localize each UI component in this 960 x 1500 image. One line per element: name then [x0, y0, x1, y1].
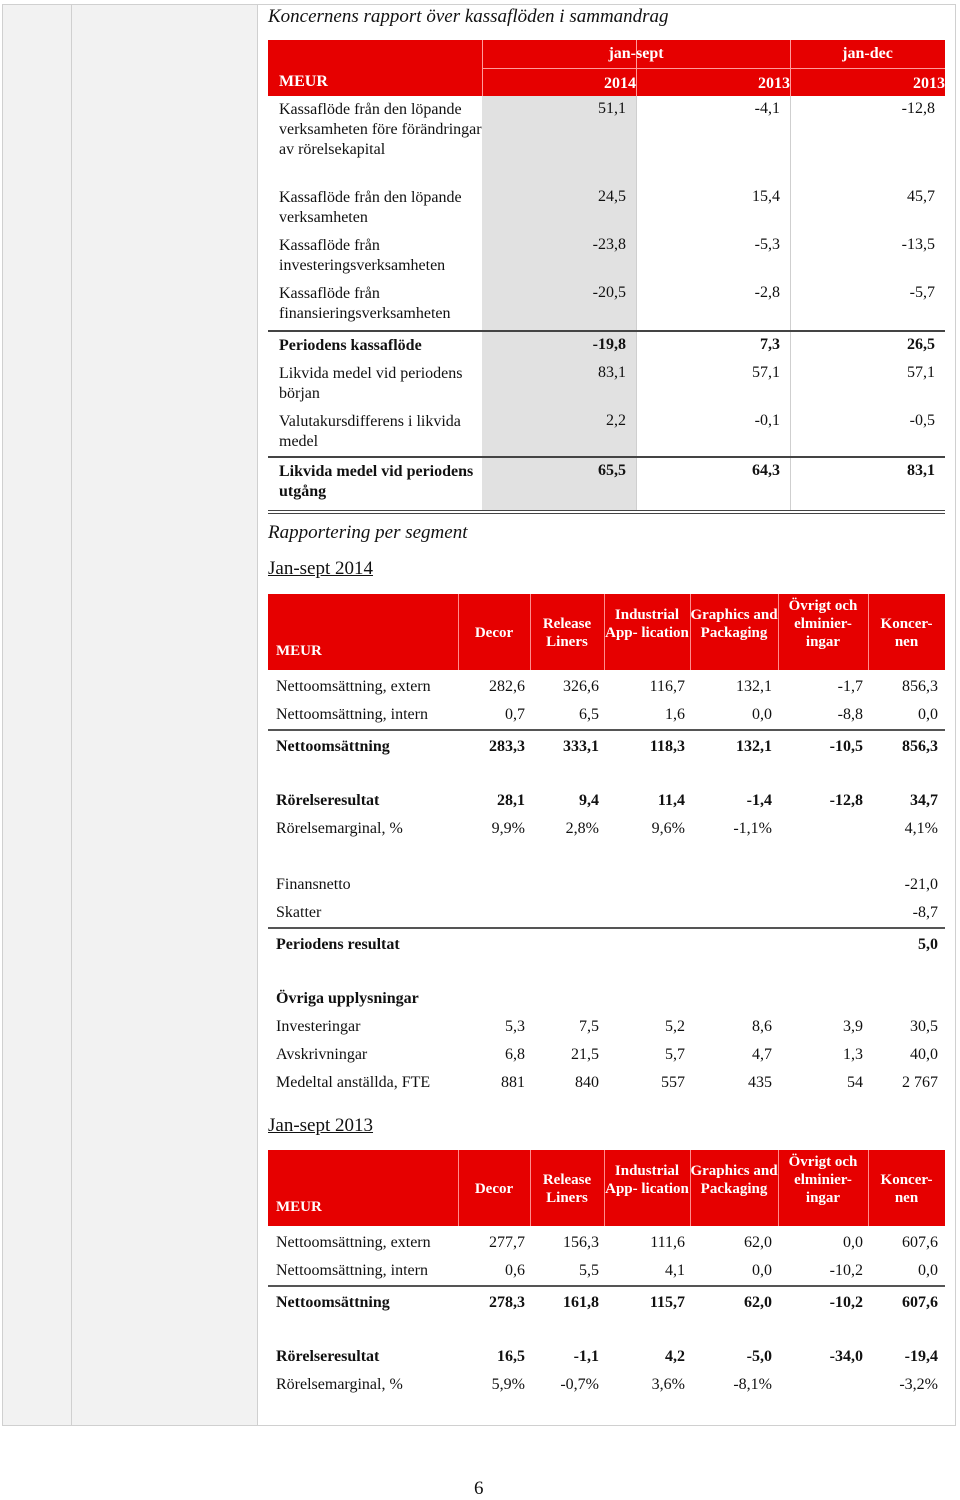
segment-value: -8,1% — [733, 1376, 772, 1393]
segment-value: -1,7 — [837, 678, 863, 695]
segment-value: 5,3 — [505, 1018, 525, 1035]
segment-value: 132,1 — [736, 678, 772, 695]
cashflow-value: 83,1 — [482, 360, 636, 408]
segment-table-row — [268, 815, 945, 843]
segment-table-2014 — [268, 594, 945, 1097]
segment-value: 277,7 — [489, 1234, 525, 1251]
cashflow-value: -4,1 — [636, 96, 790, 184]
segment-value: 7,5 — [579, 1018, 599, 1035]
segment-value: 0,6 — [505, 1262, 525, 1279]
segment-value: 116,7 — [649, 678, 685, 695]
segment-value: 0,0 — [843, 1234, 863, 1251]
segment-col-ovrigt: Övrigt och elminier- ingar — [788, 598, 858, 650]
segment-value: 156,3 — [563, 1234, 599, 1251]
segment-value: 6,8 — [505, 1046, 525, 1063]
segment-table-row — [268, 1343, 945, 1371]
segment-value: 118,3 — [649, 738, 685, 755]
segment-value: 0,0 — [752, 706, 772, 723]
segment-value: -10,5 — [829, 738, 863, 755]
segment-value: 30,5 — [910, 1018, 938, 1035]
segment-value: -1,1% — [733, 820, 772, 837]
segment-row-label: Nettoomsättning — [276, 738, 390, 755]
segment-value: 607,6 — [902, 1294, 938, 1311]
cashflow-row — [268, 96, 945, 184]
segment-value: 34,7 — [910, 792, 938, 809]
segment-row-label: Finansnetto — [276, 876, 351, 893]
cashflow-value: -0,5 — [790, 408, 945, 456]
segment-row-label: Rörelseresultat — [276, 1348, 380, 1365]
cashflow-row — [268, 456, 945, 510]
segment-value: 2,8% — [565, 820, 599, 837]
segment-value: 557 — [661, 1074, 685, 1091]
segment-value: 0,0 — [752, 1262, 772, 1279]
cashflow-value: -23,8 — [482, 232, 636, 280]
segment-col-koncernen: Koncer- nen — [880, 616, 933, 650]
segment-value: -1,1 — [573, 1348, 599, 1365]
cashflow-value: 57,1 — [636, 360, 790, 408]
segment-col-graphics: Graphics and Packaging — [690, 1163, 778, 1197]
segment-value: 9,6% — [651, 820, 685, 837]
segment-table-row — [268, 871, 945, 899]
segment-table-row — [268, 733, 945, 761]
segment-value: 435 — [748, 1074, 772, 1091]
meur-label: MEUR — [276, 643, 322, 659]
cashflow-row — [268, 360, 945, 408]
segment-table-row — [268, 985, 945, 1013]
segment-table-row — [268, 673, 945, 701]
segment-value: 4,2 — [665, 1348, 685, 1365]
segment-row-label: Rörelseresultat — [276, 792, 380, 809]
cashflow-value: -5,7 — [790, 280, 945, 330]
segment-value: 28,1 — [497, 792, 525, 809]
segment-row-label: Övriga upplysningar — [276, 990, 419, 1007]
cashflow-row-label: Kassaflöde från investeringsverksamheten — [279, 237, 446, 274]
left-margin-column-2 — [72, 4, 258, 1426]
segment-value: 282,6 — [489, 678, 525, 695]
cashflow-row-label: Valutakursdifferens i likvida medel — [279, 413, 461, 450]
left-margin-column — [2, 4, 72, 1426]
cashflow-table-body — [268, 96, 945, 510]
segment-value: 0,0 — [918, 706, 938, 723]
cashflow-row — [268, 408, 945, 456]
cashflow-row — [268, 280, 945, 330]
page-number: 6 — [474, 1478, 484, 1499]
segment-col-graphics: Graphics and Packaging — [690, 607, 778, 641]
segment-row-label: Nettoomsättning, extern — [276, 678, 431, 695]
period-jan-dec: jan-dec — [842, 45, 893, 62]
cashflow-row-label: Likvida medel vid periodens utgång — [279, 463, 474, 500]
cashflow-value: -13,5 — [790, 232, 945, 280]
segment-value: 5,7 — [665, 1046, 685, 1063]
cashflow-value: -12,8 — [790, 96, 945, 184]
segment-value: -10,2 — [829, 1294, 863, 1311]
segment-value: -34,0 — [829, 1348, 863, 1365]
cashflow-value: 51,1 — [482, 96, 636, 184]
segment-row-label: Nettoomsättning, intern — [276, 706, 428, 723]
segment-value: 856,3 — [902, 738, 938, 755]
segment-col-release: Release Liners — [542, 1172, 592, 1206]
segment-table-row — [268, 931, 945, 959]
segment-value: 333,1 — [563, 738, 599, 755]
segment-value: 283,3 — [489, 738, 525, 755]
segment-value: 0,7 — [505, 706, 525, 723]
cashflow-table-header — [268, 40, 945, 96]
cashflow-row-label: Kassaflöde från den löpande verksamheten — [279, 189, 462, 226]
segment-value: 1,3 — [843, 1046, 863, 1063]
segment-table-row — [268, 1371, 945, 1399]
segment-value: -8,8 — [837, 706, 863, 723]
cashflow-value: 15,4 — [636, 184, 790, 232]
segment-value: 161,8 — [563, 1294, 599, 1311]
cashflow-value: -2,8 — [636, 280, 790, 330]
segment-value: 62,0 — [744, 1234, 772, 1251]
segment-col-decor: Decor — [474, 625, 514, 641]
cashflow-value: 65,5 — [482, 458, 636, 510]
cashflow-table-bottom-line — [268, 510, 945, 514]
segment-table-row — [268, 1069, 945, 1097]
segment-value: 5,0 — [918, 936, 938, 953]
segment-value: 5,2 — [665, 1018, 685, 1035]
cashflow-value: -19,8 — [482, 332, 636, 360]
segment-value: 4,1 — [665, 1262, 685, 1279]
cashflow-value: 26,5 — [790, 332, 945, 360]
segment-value: 54 — [847, 1074, 863, 1091]
segment-value: 881 — [501, 1074, 525, 1091]
segment-value: 115,7 — [649, 1294, 685, 1311]
segment-value: 6,5 — [579, 706, 599, 723]
segment-col-ovrigt: Övrigt och elminier- ingar — [788, 1154, 858, 1206]
segment-value: 4,7 — [752, 1046, 772, 1063]
segment-value: 2 767 — [902, 1074, 938, 1091]
segment-table-row — [268, 1289, 945, 1317]
segment-col-koncernen: Koncer- nen — [880, 1172, 933, 1206]
cashflow-row-label: Kassaflöde från finansieringsverksamheten — [279, 285, 451, 322]
segment-table-row — [268, 1229, 945, 1257]
cashflow-value: 83,1 — [790, 458, 945, 510]
segment-value: 8,6 — [752, 1018, 772, 1035]
cashflow-row-label: Kassaflöde från den löpande verksamheten före förändringar av rörelsekapital — [279, 101, 482, 158]
segment-2014-title: Jan-sept 2014 — [268, 558, 374, 579]
segment-value: 16,5 — [497, 1348, 525, 1365]
segment-col-release: Release Liners — [542, 616, 592, 650]
segment-value: 9,4 — [579, 792, 599, 809]
segment-value: -10,2 — [829, 1262, 863, 1279]
cashflow-row — [268, 232, 945, 280]
segment-value: -19,4 — [904, 1348, 938, 1365]
segment-row-label: Periodens resultat — [276, 936, 400, 953]
segment-value: 5,5 — [579, 1262, 599, 1279]
segment-value: 0,0 — [918, 1262, 938, 1279]
segment-table-row — [268, 1041, 945, 1069]
segment-value: 1,6 — [665, 706, 685, 723]
segment-row-label: Rörelsemarginal, % — [276, 1376, 403, 1393]
segment-col-decor: Decor — [474, 1181, 514, 1197]
cashflow-value: 64,3 — [636, 458, 790, 510]
segment-value: 21,5 — [571, 1046, 599, 1063]
cashflow-value: -20,5 — [482, 280, 636, 330]
segment-value: 840 — [575, 1074, 599, 1091]
segment-value: 3,6% — [651, 1376, 685, 1393]
segment-row-label: Investeringar — [276, 1018, 361, 1035]
segment-table-2013 — [268, 1150, 945, 1399]
cashflow-row — [268, 330, 945, 360]
cashflow-row — [268, 184, 945, 232]
period-jan-sept: jan-sept — [608, 45, 664, 62]
segment-value: 9,9% — [491, 820, 525, 837]
segment-value: -0,7% — [560, 1376, 599, 1393]
segment-table-row — [268, 787, 945, 815]
year-2013-full: 2013 — [913, 75, 945, 92]
cashflow-value: 24,5 — [482, 184, 636, 232]
segment-table-row — [268, 1257, 945, 1287]
segment-row-label: Avskrivningar — [276, 1046, 368, 1063]
segment-table-header — [268, 1150, 945, 1226]
segment-table-row — [268, 1013, 945, 1041]
segment-table-header — [268, 594, 945, 670]
segment-value: 607,6 — [902, 1234, 938, 1251]
segment-value: 5,9% — [491, 1376, 525, 1393]
segment-value: 4,1% — [904, 820, 938, 837]
segment-row-label: Rörelsemarginal, % — [276, 820, 403, 837]
meur-label: MEUR — [276, 1199, 322, 1215]
segment-row-label: Skatter — [276, 904, 322, 921]
segment-value: 3,9 — [843, 1018, 863, 1035]
segment-table-row — [268, 899, 945, 929]
segment-value: 132,1 — [736, 738, 772, 755]
cashflow-value: 45,7 — [790, 184, 945, 232]
cashflow-value: 2,2 — [482, 408, 636, 456]
segment-value: 856,3 — [902, 678, 938, 695]
segment-2013-title: Jan-sept 2013 — [268, 1115, 374, 1136]
segment-row-label: Nettoomsättning, intern — [276, 1262, 428, 1279]
segment-value: -5,0 — [746, 1348, 772, 1365]
segment-value: 278,3 — [489, 1294, 525, 1311]
cashflow-row-label: Likvida medel vid periodens början — [279, 365, 463, 402]
segment-value: 326,6 — [563, 678, 599, 695]
segment-row-label: Nettoomsättning, extern — [276, 1234, 431, 1251]
segment-col-industrial: Industrial App- lication — [605, 607, 689, 641]
cashflow-value: 57,1 — [790, 360, 945, 408]
segment-value: -8,7 — [912, 904, 938, 921]
cashflow-title: Koncernens rapport över kassaflöden i sammandrag — [268, 6, 669, 27]
segment-row-label: Nettoomsättning — [276, 1294, 390, 1311]
segment-table-row — [268, 701, 945, 731]
year-2014: 2014 — [604, 75, 636, 92]
cashflow-value: -0,1 — [636, 408, 790, 456]
segment-col-industrial: Industrial App- lication — [605, 1163, 689, 1197]
cashflow-row-label: Periodens kassaflöde — [279, 337, 422, 354]
segment-value: 40,0 — [910, 1046, 938, 1063]
segment-row-label: Medeltal anställda, FTE — [276, 1074, 431, 1091]
segment-value: -12,8 — [829, 792, 863, 809]
segment-value: -21,0 — [904, 876, 938, 893]
meur-label: MEUR — [279, 73, 328, 90]
segment-value: 11,4 — [657, 792, 685, 809]
cashflow-value: -5,3 — [636, 232, 790, 280]
segment-section-title: Rapportering per segment — [268, 522, 468, 543]
segment-value: 111,6 — [650, 1234, 685, 1251]
cashflow-value: 7,3 — [636, 332, 790, 360]
cashflow-table — [268, 40, 945, 514]
segment-value: -1,4 — [746, 792, 772, 809]
year-2013: 2013 — [758, 75, 790, 92]
segment-value: 62,0 — [744, 1294, 772, 1311]
segment-value: -3,2% — [899, 1376, 938, 1393]
